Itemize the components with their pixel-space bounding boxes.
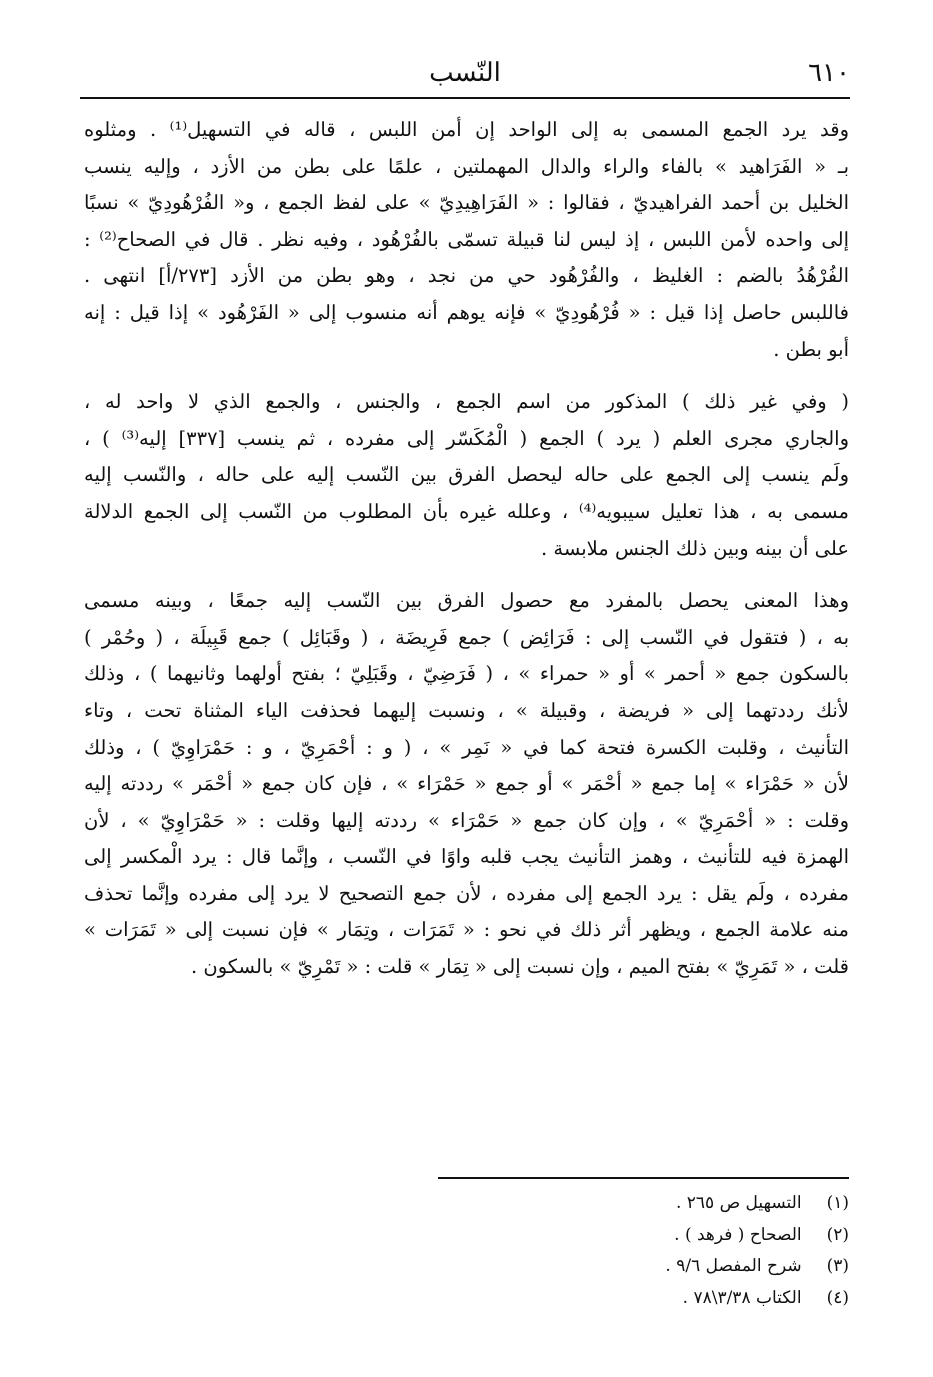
text-line: ( وفي غير ذلك ) المذكور من اسم الجمع ، والجنس ، والجمع الذي لا واحد له ، <box>84 390 849 414</box>
text-line: مفرده ، ولَم يقل : يرد الجمع إلى مفرده ، لأن جمع التصحيح لا يرد إلى مفرده وإنَّما تحذف <box>84 881 849 905</box>
footnote-number: (٤) <box>826 1287 849 1308</box>
text-line: لأنك رددتهما إلى « فريضة ، وقبيلة » ، ونسبت إليهما فحذفت الياء المثناة تحت ، وتاء <box>84 698 849 722</box>
paragraph-1 <box>84 112 849 368</box>
page-number: ٦١٠ <box>808 58 850 88</box>
text-line: بـ « الفَرَاهيد » بالفاء والراء والدال المهملتين ، علمًا على بطن من الأزد ، وإليه ينسب <box>84 154 849 178</box>
text-line: وقلت : « أحْمَرِيّ » ، وإن كان جمع « حَمْرَاء » رددته إليها وقلت : « حَمْرَاوِيّ » ، لأن <box>84 808 849 832</box>
text-line: منه علامة الجمع ، ويظهر أثر ذلك في نحو : « تَمَرَات ، وتِمَار » فإن نسبت إلى « تَمَرَات » <box>84 918 849 942</box>
body-text <box>84 112 849 986</box>
text-line: قلت ، « تَمَرِيّ » بفتح الميم ، وإن نسبت إلى « تِمَار » قلت : « تَمْرِيّ » بالسكون . <box>190 955 849 979</box>
text-line: الفُرْهُدُ بالضم : الغليظ ، والفُرْهُود حي من نجد ، وهو بطن من الأزد [٢٧٣/أ] انتهى . <box>84 264 849 288</box>
text-line: والجاري مجرى العلم ( يرد ) الجمع ( الْمُكَسّر إلى مفرده ، ثم ينسب [٣٣٧] إليه⁽³⁾ ) ، <box>84 426 850 450</box>
footnote-number: (٢) <box>826 1224 849 1245</box>
footnote <box>440 1220 849 1252</box>
footnote <box>440 1188 849 1220</box>
paragraph-3 <box>84 583 849 986</box>
footnote-text: الكتاب ٣/٣٨\٧٨ . <box>682 1287 802 1308</box>
paragraph-gap <box>84 368 849 384</box>
text-line: بالسكون جمع « أحمر » أو « حمراء » ، ( فَرَضِيّ ، وقَبَلِيّ ؛ بفتح أولهما وثانيهما ) ، وذلك <box>84 662 849 686</box>
footnote-text: الصحاح ( فرهد ) . <box>674 1224 802 1245</box>
text-line: التأنيث ، وقلبت الكسرة فتحة كما في « نَمِر » ، ( و : أحْمَرِيّ ، و : حَمْرَاوِيّ ) ، وذلك <box>84 735 849 759</box>
text-line: به ، ( فتقول في النّسب إلى : فَرَائِض ) جمع فَرِيضَة ، ( وقَبَائِل ) جمع قَبِيلَة ، ( وحُمْر ) <box>84 625 849 649</box>
text-line: الهمزة فيه للتأنيث ، وهمز التأنيث يجب قلبه واوًا في النّسب ، وإنَّما قال : يرد الْمكسر إلى <box>84 845 849 869</box>
header-rule <box>80 97 850 99</box>
paragraph-2 <box>84 384 849 567</box>
footnote-rule <box>438 1177 849 1179</box>
text-line: إلى واحده لأمن اللبس ، إذ ليس لنا قبيلة تسمّى بالفُرْهُود ، وفيه نظر . قال في الصحاح⁽²⁾ : <box>84 227 849 251</box>
text-line: أبو بطن . <box>773 337 849 361</box>
text-line: لأن « حَمْرَاء » إما جمع « أحْمَر » أو جمع « حَمْرَاء » ، فإن كان جمع « أحْمَر » رددته إليه <box>84 772 849 796</box>
text-line: مسمى به ، هذا تعليل سيبويه⁽⁴⁾ ، وعلله غيره بأن المطلوب من النّسب إلى الجمع الدلالة <box>84 499 849 523</box>
footnote <box>440 1283 849 1315</box>
text-line: ولَم ينسب إلى الجمع على حاله ليحصل الفرق بين النّسب إليه على حاله ، والنّسب إليه <box>84 463 849 487</box>
text-line: على أن بينه وبين ذلك الجنس ملابسة . <box>540 536 849 560</box>
footnote-number: (١) <box>826 1193 849 1213</box>
footnote <box>440 1251 849 1283</box>
footnote-text: شرح المفصل ٩/٦ . <box>665 1256 802 1276</box>
paragraph-gap <box>84 567 849 583</box>
running-title: النّسب <box>429 58 501 88</box>
footnote-number: (٣) <box>826 1256 849 1276</box>
text-line: فاللبس حاصل إذا قيل : « فُرْهُودِيّ » فإنه يوهم أنه منسوب إلى « الفَرْهُود » إذا قيل : إنه <box>84 300 849 324</box>
footnotes <box>440 1188 849 1314</box>
footnote-text: التسهيل ص ٢٦٥ . <box>675 1193 802 1213</box>
text-line: وهذا المعنى يحصل بالمفرد مع حصول الفرق بين النّسب إليه جمعًا ، وبينه مسمى <box>84 589 849 613</box>
text-line: الخليل بن أحمد الفراهيديّ ، فقالوا : « الفَرَاهِيدِيّ » على لفظ الجمع ، و« الفُرْهُودِيّ » نسبًا <box>84 191 849 215</box>
text-line: وقد يرد الجمع المسمى به إلى الواحد إن أمن اللبس ، قاله في التسهيل⁽¹⁾ . ومثلوه <box>84 118 849 141</box>
page-header <box>80 58 850 94</box>
